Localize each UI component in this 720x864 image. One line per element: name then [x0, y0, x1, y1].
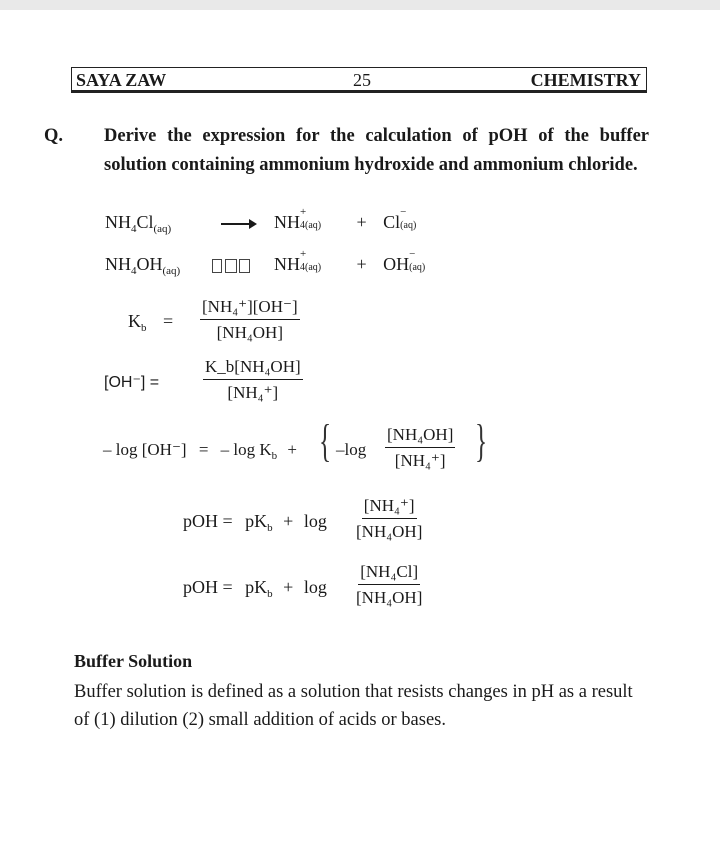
- eq1-lhs-state: (aq): [153, 223, 172, 235]
- header-subject: CHEMISTRY: [530, 70, 641, 90]
- eq5-numerator: [NH₄OH]: [385, 425, 455, 448]
- eq4-lhs: [OH⁻] =: [104, 374, 160, 391]
- eq2-lhs-state: (aq): [162, 265, 181, 277]
- eq7-log: log: [303, 577, 327, 597]
- equation-dissociation-nh4oh: [105, 254, 180, 277]
- eq2-product1-charge: +: [300, 248, 307, 260]
- eq2-product1: NH: [274, 254, 300, 274]
- eq1-product2: Cl: [383, 212, 401, 232]
- eq1-products: [274, 206, 430, 233]
- eq3-lhs: [128, 311, 173, 334]
- eq6-log: log: [303, 511, 327, 531]
- equation-dissociation-nh4cl: [105, 212, 171, 235]
- eq1-lhs: NH: [105, 212, 131, 232]
- eq6-denominator: [NH₄OH]: [356, 522, 423, 541]
- left-brace-icon: {: [318, 415, 332, 466]
- eq5-plus: +: [287, 440, 298, 459]
- eq4-numerator: K_b[NH₄OH]: [203, 357, 303, 380]
- eq3-fraction: [200, 297, 300, 343]
- eq1-lhs-sub: 4: [131, 223, 137, 235]
- eq3-denominator: [NH₄OH]: [216, 323, 283, 342]
- eq2-plus: +: [356, 254, 367, 274]
- eq1-product2-charge: −: [400, 206, 407, 218]
- eq3-k: K: [128, 311, 141, 331]
- eq7-numerator: [NH₄Cl]: [358, 562, 420, 585]
- eq5-denominator: [NH₄⁺]: [394, 451, 446, 470]
- question-paragraph: [44, 122, 649, 180]
- eq4-fraction: [203, 357, 303, 403]
- eq6-fraction: [356, 496, 422, 542]
- eq5-kb-sub: b: [271, 450, 278, 462]
- eq2-lhs-oh: OH: [136, 254, 163, 274]
- eq5-neglog: –log: [336, 440, 367, 459]
- eq6-left: [183, 511, 327, 534]
- eq7-pkb-sub: b: [267, 588, 273, 600]
- eq1-product2-sub: (aq): [400, 220, 417, 231]
- eq5-lhs: – log [OH⁻]: [103, 440, 187, 459]
- eq1-product1: NH: [274, 212, 300, 232]
- page-header: [71, 67, 647, 93]
- eq7-denominator: [NH₄OH]: [356, 588, 423, 607]
- eq6-lhs: pOH =: [183, 511, 233, 531]
- top-band: [0, 0, 720, 10]
- eq7-left: [183, 577, 327, 600]
- eq1-lhs-cl: Cl: [136, 212, 154, 232]
- eq1-plus: +: [356, 212, 367, 232]
- eq3-numerator: [NH₄⁺][OH⁻]: [200, 297, 300, 320]
- eq5-left: [103, 440, 297, 462]
- question-tag: Q.: [44, 126, 64, 146]
- eq5-log-kb: – log K: [220, 440, 272, 459]
- eq7-pkb: pK: [245, 577, 268, 597]
- eq2-products: [274, 248, 439, 275]
- question-text: Derive the expression for the calculation of pOH of the buffer solution containing ammonium hydroxide and ammonium chloride.: [104, 126, 649, 175]
- header-author: SAYA ZAW: [76, 70, 167, 90]
- eq4-denominator: [NH₄⁺]: [227, 383, 279, 402]
- eq2-lhs-sub: 4: [131, 265, 137, 277]
- eq3-k-sub: b: [141, 322, 147, 334]
- eq2-product2: OH: [383, 254, 410, 274]
- eq6-pkb: pK: [245, 511, 268, 531]
- right-brace-icon: }: [474, 415, 488, 466]
- page-number: 25: [353, 70, 371, 90]
- eq1-product1-charge: +: [300, 206, 307, 218]
- eq3-equals: =: [163, 311, 174, 331]
- section-paragraph: Buffer solution is defined as a solution that resists changes in pH as a result of (1) dilution (2) small addition of acids or bases.: [74, 682, 633, 730]
- eq2-product1-sub: 4(aq): [300, 262, 322, 273]
- eq2-lhs: NH: [105, 254, 131, 274]
- eq6-pkb-sub: b: [267, 522, 273, 534]
- eq6-plus: +: [283, 511, 294, 531]
- eq7-plus: +: [283, 577, 294, 597]
- eq2-product2-charge: −: [409, 248, 416, 260]
- eq7-fraction: [356, 562, 422, 608]
- eq6-numerator: [NH₄⁺]: [362, 496, 417, 519]
- eq5-fraction: [385, 425, 455, 471]
- eq2-product2-sub: (aq): [409, 262, 426, 273]
- eq5-equals: =: [198, 440, 209, 459]
- forward-arrow-icon: [221, 223, 255, 225]
- section-title: Buffer Solution: [74, 651, 193, 671]
- eq1-product1-sub: 4(aq): [300, 220, 322, 231]
- equilibrium-arrow-icon: [212, 259, 250, 273]
- eq7-lhs: pOH =: [183, 577, 233, 597]
